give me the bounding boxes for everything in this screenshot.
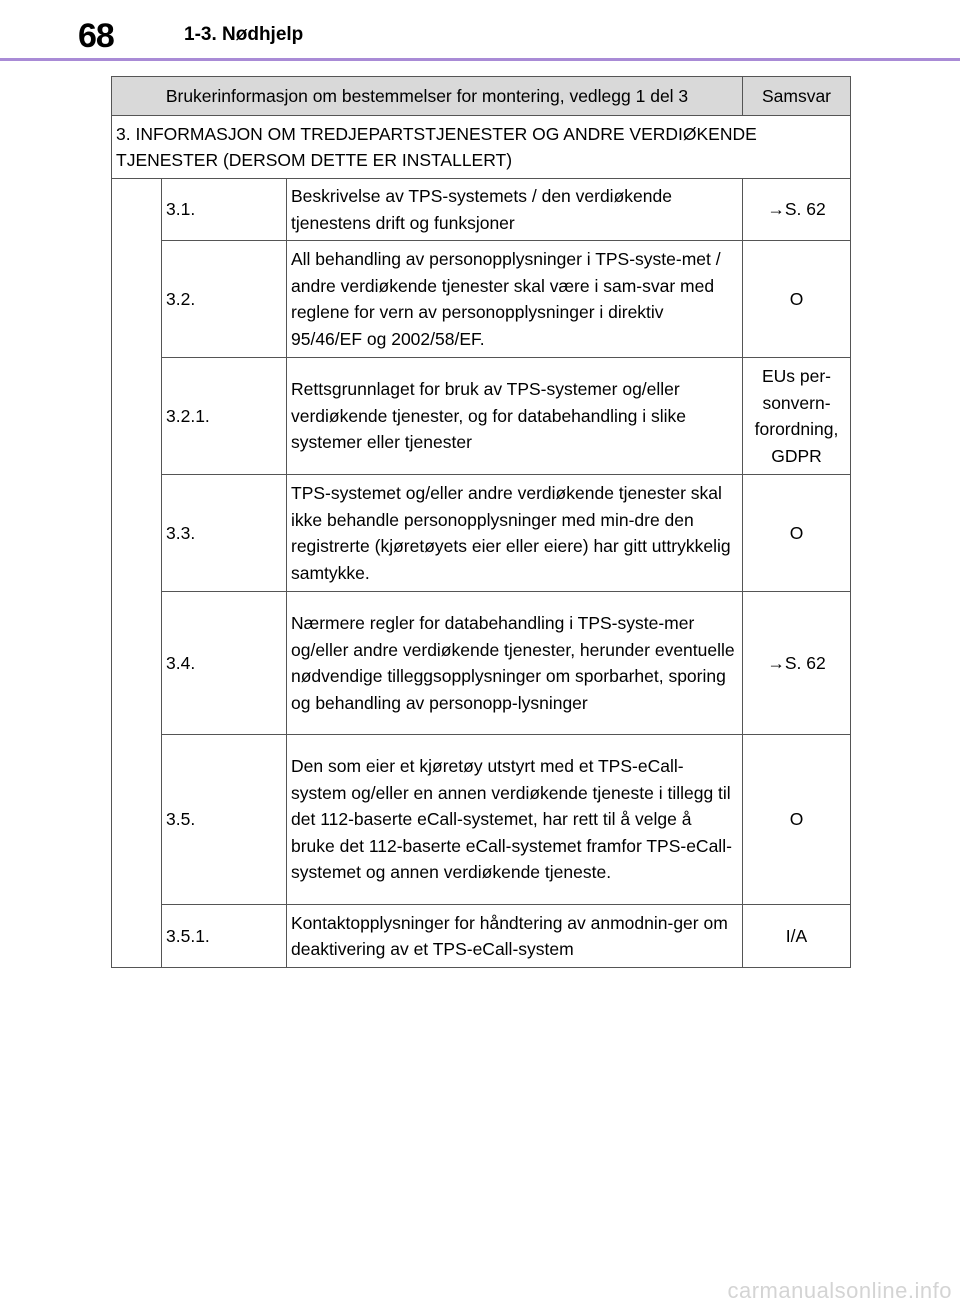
table-row xyxy=(112,592,851,735)
row-status: →S. 62 xyxy=(743,592,851,735)
row-description: Rettsgrunnlaget for bruk av TPS-systemer og/eller verdiøkende tjenester, og for databehandling i slike systemer eller tjenester xyxy=(287,358,743,475)
page-number: 68 xyxy=(78,17,114,55)
row-number: 3.5.1. xyxy=(162,905,287,968)
table-row xyxy=(112,179,851,241)
row-number: 3.2.1. xyxy=(162,358,287,475)
row-status: →S. 62 xyxy=(743,179,851,241)
row-description: Nærmere regler for databehandling i TPS-syste-mer og/eller andre verdiøkende tjenester, herunder eventuelle nødvendige tilleggsopplysninger om sporbarhet, sporing og behandling av personopp-lysninger xyxy=(287,592,743,735)
row-status: O xyxy=(743,475,851,592)
table-header-status: Samsvar xyxy=(743,77,851,116)
row-number: 3.1. xyxy=(162,179,287,241)
row-number: 3.2. xyxy=(162,241,287,358)
header-rule xyxy=(0,58,960,61)
row-status: O xyxy=(743,241,851,358)
row-number: 3.4. xyxy=(162,592,287,735)
row-status: EUs per-sonvern-forordning, GDPR xyxy=(743,358,851,475)
table-row xyxy=(112,735,851,905)
table-header-row xyxy=(112,77,851,116)
table-row xyxy=(112,358,851,475)
row-description: TPS-systemet og/eller andre verdiøkende tjenester skal ikke behandle personopplysninger med min-dre den registrerte (kjøretøyets eier eller eiere) har gitt uttrykkelig samtykke. xyxy=(287,475,743,592)
footer-watermark: carmanualsonline.info xyxy=(727,1278,952,1303)
table-row xyxy=(112,475,851,592)
row-number: 3.5. xyxy=(162,735,287,905)
table-row xyxy=(112,241,851,358)
row-description: Kontaktopplysninger for håndtering av anmodnin-ger om deaktivering av et TPS-eCall-system xyxy=(287,905,743,968)
row-status: O xyxy=(743,735,851,905)
table-header-title: Brukerinformasjon om bestemmelser for montering, vedlegg 1 del 3 xyxy=(112,77,743,116)
row-description: All behandling av personopplysninger i TPS-syste-met / andre verdiøkende tjenester skal være i sam-svar med reglene for vern av personopplysninger i direktiv 95/46/EF og 2002/58/EF. xyxy=(287,241,743,358)
section-heading-row xyxy=(112,116,851,179)
regulation-table xyxy=(111,76,851,968)
section-title: 1-3. Nødhjelp xyxy=(184,24,304,45)
section-heading: 3. INFORMASJON OM TREDJEPARTSTJENESTER OG ANDRE VERDIØKENDE TJENESTER (DERSOM DETTE ER INSTALLERT) xyxy=(112,116,851,179)
row-number: 3.3. xyxy=(162,475,287,592)
indent-cell xyxy=(112,179,162,968)
table-row xyxy=(112,905,851,968)
row-description: Den som eier et kjøretøy utstyrt med et TPS-eCall-system og/eller en annen verdiøkende tjeneste i tillegg til det 112-baserte eCall-systemet, har rett til å velge å bruke det 112-baserte eCall-systemet framfor TPS-eCall-systemet og annen verdiøkende tjeneste. xyxy=(287,735,743,905)
row-description: Beskrivelse av TPS-systemets / den verdiøkende tjenestens drift og funksjoner xyxy=(287,179,743,241)
page-header xyxy=(0,0,960,62)
row-status: I/A xyxy=(743,905,851,968)
